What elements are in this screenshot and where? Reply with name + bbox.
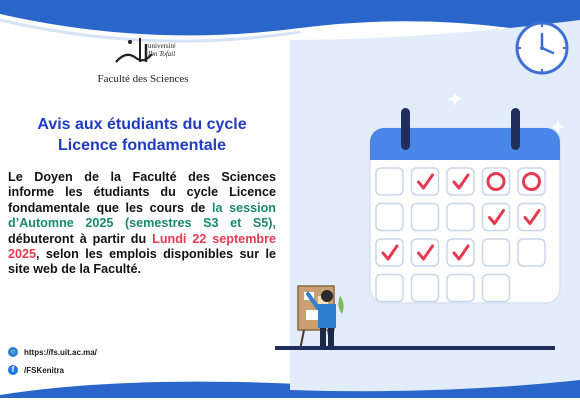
calendar-cell (412, 275, 439, 302)
calendar-cell (483, 239, 510, 266)
page-title (0, 114, 284, 156)
website-link[interactable] (8, 345, 97, 359)
body-part2: débuteront à partir du (8, 231, 153, 246)
logo-university-line1: université (148, 42, 176, 50)
floor-line (275, 346, 555, 350)
calendar-cell (518, 204, 545, 231)
announcement-body (8, 170, 276, 278)
calendar-cell (518, 239, 545, 266)
logo-university-line2: Ibn Tofail (148, 50, 176, 58)
university-logo (88, 32, 198, 87)
calendar-cell (412, 168, 439, 195)
calendar-cell (376, 204, 403, 231)
facebook-icon: f (8, 365, 18, 375)
website-url: https://fs.uit.ac.ma/ (24, 347, 97, 357)
body-part3: , selon les emplois disponibles sur le site web de la Faculté. (8, 247, 276, 277)
calendar-illustration (270, 0, 580, 400)
globe-icon: ○ (8, 347, 18, 357)
title-line2: Licence fondamentale (57, 137, 227, 154)
calendar-cell (376, 168, 403, 195)
body-session: la session d’Automne 2025 (semestres S3 et S5), (8, 200, 276, 231)
calendar-cell (376, 275, 403, 302)
calendar-cell (447, 239, 474, 266)
clock-icon (517, 23, 567, 73)
calendar-cell (412, 239, 439, 266)
logo-faculty-name: Faculté des Sciences (97, 73, 189, 85)
calendar-icon (370, 108, 560, 303)
calendar-cell (447, 275, 474, 302)
calendar-cell (447, 168, 474, 195)
calendar-cell (376, 239, 403, 266)
body-date: Lundi 22 septembre 2025 (8, 231, 276, 262)
calendar-cell (483, 275, 510, 302)
calendar-cell (412, 204, 439, 231)
logo-university-name (148, 42, 176, 58)
person-with-board-icon (298, 286, 344, 350)
body-part1: Le Doyen de la Faculté des Sciences informe les étudiants du cycle Licence fondamentale que les cours de (8, 170, 276, 215)
calendar-cell (483, 204, 510, 231)
facebook-handle: /FSKenitra (24, 365, 65, 375)
facebook-link[interactable] (8, 363, 64, 377)
title-line1: Avis aux étudiants du cycle (37, 116, 247, 133)
calendar-cell (447, 204, 474, 231)
